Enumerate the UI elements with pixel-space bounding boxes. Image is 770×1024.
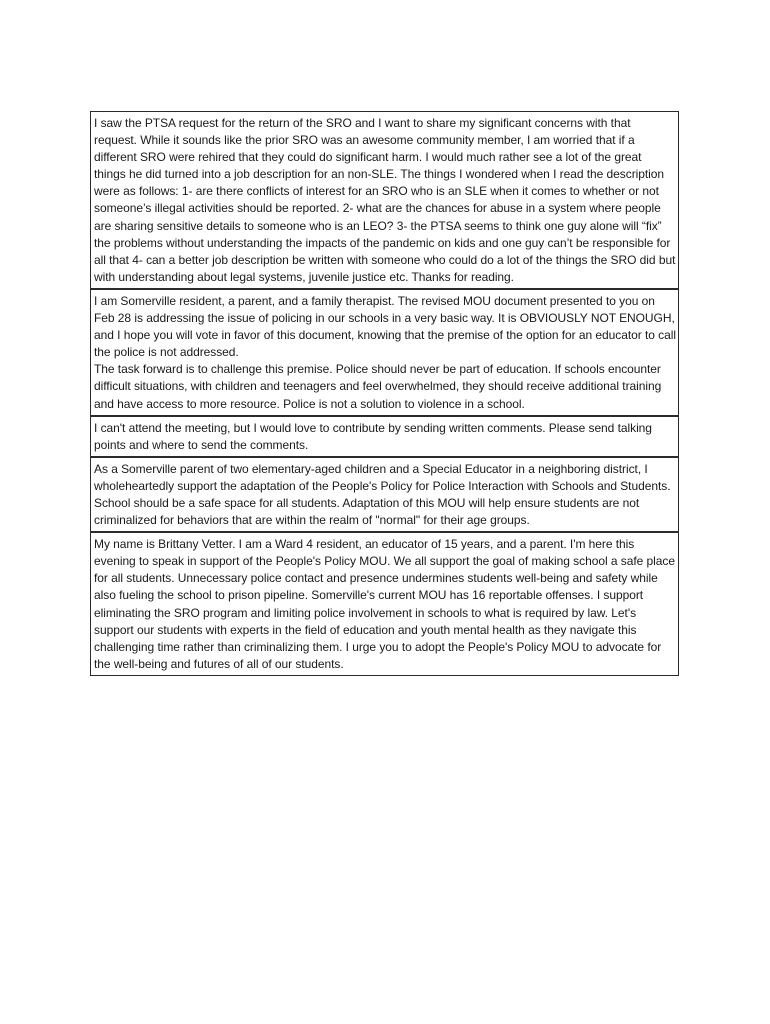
comment-text: As a Somerville parent of two elementary-aged children and a Special Educator in a neighboring district, I wholeheartedly support the adaptation of the People's Policy for Police Interaction with Schools and Students. School should be a safe space for all students. Adaptation of this MOU will help ensure students are not criminalized for behaviors that are within the realm of "normal" for their age groups. (94, 461, 671, 528)
comment-cell (91, 112, 678, 288)
comment-text: My name is Brittany Vetter. I am a Ward 4 resident, an educator of 15 years, and a parent. I'm here this evening to speak in support of the People's Policy MOU. We all support the goal of making school a safe place for all students. Unnecessary police contact and presence undermines students well-being and safety while also fueling the school to prison pipeline. Somerville's current MOU has 16 reportable offenses. I support eliminating the SRO program and limiting police involvement in schools to what is required by law. Let's support our students with experts in the field of education and youth mental health as they navigate this challenging time rather than criminalizing them. I urge you to adopt the People's Policy MOU to advocate for the well-being and futures of all of our students. (94, 537, 675, 671)
comment-text: I am Somerville resident, a parent, and a family therapist. The revised MOU document presented to you on Feb 28 is addressing the issue of policing in our schools in a very basic way. It is OBVIOUSLY NOT ENOUGH, and I hope you will vote in favor of this document, knowing that the premise of the option for an educator to call the police is not addressed. (94, 293, 676, 360)
comment-text: The task forward is to challenge this premise. Police should never be part of education. If schools encounter difficult situations, with children and teenagers and feel overwhelmed, they should receive additional training and have access to more resource. Police is not a solution to violence in a school. (94, 362, 662, 411)
comment-cell (91, 288, 678, 415)
comment-cell (91, 415, 678, 456)
comments-table (90, 111, 679, 676)
comment-cell (91, 531, 678, 675)
comment-cell (91, 456, 678, 531)
comment-text: I can't attend the meeting, but I would love to contribute by sending written comments. Please send talking points and where to send the comments. (94, 420, 652, 452)
comment-text: I saw the PTSA request for the return of the SRO and I want to share my significant concerns with that request. While it sounds like the prior SRO was an awesome community member, I am worried that if a different SRO were rehired that they could do significant harm. I would much rather see a lot of the great things he did turned into a job description for an non-SLE. The things I wondered when I read the description were as follows: 1- are there conflicts of interest for an SRO who is an SLE when it comes to whether or not someone’s illegal activities should be reported. 2- what are the chances for abuse in a system where people are sharing sensitive details to someone who is an LEO? 3- the PTSA seems to think one guy alone will “fix” the problems without understanding the impacts of the pandemic on kids and one guy can’t be responsible for all that 4- can a better job description be written with someone who could do a lot of the things the SRO did but with understanding about legal systems, juvenile justice etc. Thanks for reading. (94, 116, 676, 284)
